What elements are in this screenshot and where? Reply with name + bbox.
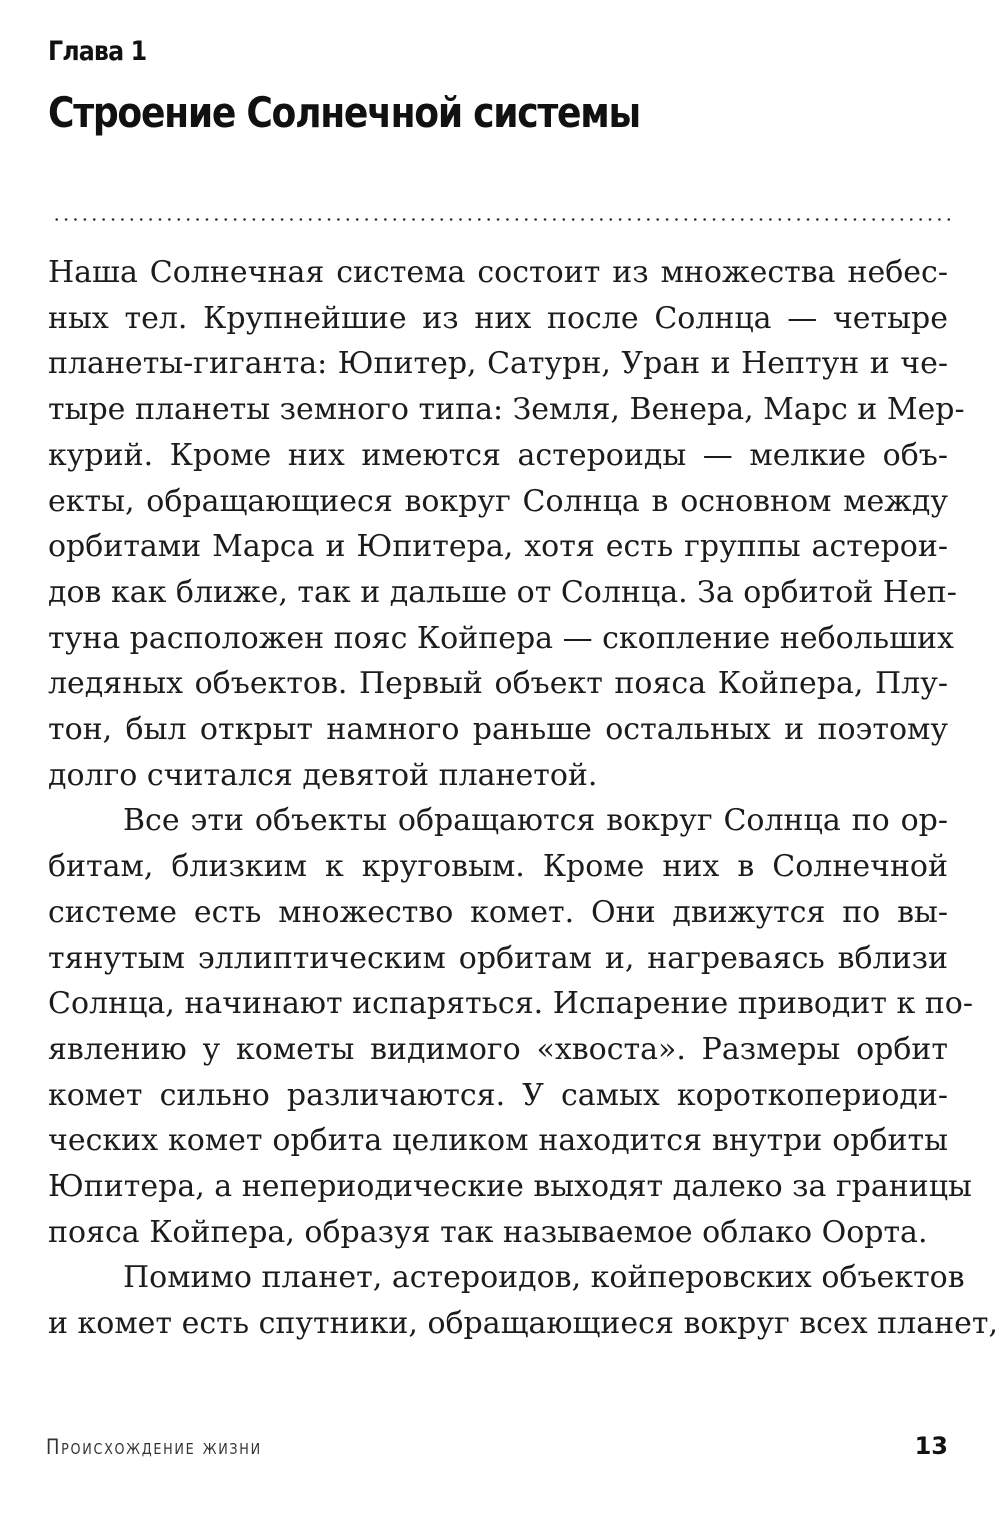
text-line: явлению у кометы видимого «хвоста». Размеры орбит bbox=[48, 1031, 948, 1067]
paragraph bbox=[48, 1255, 998, 1346]
text-line: Наша Солнечная система состоит из множества небес- bbox=[48, 255, 948, 290]
text-line: Все эти объекты обращаются вокруг Солнца по ор- bbox=[123, 803, 948, 839]
text-line: дов как ближе, так и дальше от Солнца. За орбитой Неп- bbox=[48, 574, 957, 610]
text-line: тянутым эллиптическим орбитам и, нагреваясь вблизи bbox=[48, 940, 948, 976]
text-line: долго считался девятой планетой. bbox=[48, 757, 598, 793]
text-line: Юпитера, а непериодические выходят далеко за границы bbox=[48, 1169, 972, 1205]
text-line: пояса Койпера, образуя так называемое облако Оорта. bbox=[48, 1214, 928, 1250]
chapter-label: Глава 1 bbox=[48, 36, 147, 67]
text-line: системе есть множество комет. Они движутся по вы- bbox=[48, 894, 948, 930]
text-line: тон, был открыт намного раньше остальных и поэтому bbox=[48, 712, 948, 748]
text-line: комет сильно различаются. У самых короткопериоди- bbox=[48, 1077, 948, 1113]
text-line: ческих комет орбита целиком находится внутри орбиты bbox=[48, 1123, 948, 1159]
text-line: и комет есть спутники, обращающиеся вокруг всех планет, bbox=[48, 1306, 998, 1342]
text-line: курий. Кроме них имеются астероиды — мелкие объ- bbox=[48, 437, 948, 473]
text-line: Помимо планет, астероидов, койперовских объектов bbox=[123, 1260, 965, 1296]
body-text bbox=[48, 250, 998, 1347]
chapter-title: Строение Солнечной системы bbox=[48, 88, 640, 137]
text-line: битам, близким к круговым. Кроме них в Солнечной bbox=[48, 849, 948, 885]
text-line: тыре планеты земного типа: Земля, Венера, Марс и Мер- bbox=[48, 392, 965, 428]
text-line: екты, обращающиеся вокруг Солнца в основном между bbox=[48, 483, 948, 519]
paragraph bbox=[48, 798, 974, 1255]
paragraph bbox=[48, 250, 965, 798]
running-footer-title: Происхождение жизни bbox=[46, 1435, 262, 1459]
text-line: орбитами Марса и Юпитера, хотя есть группы астерои- bbox=[48, 529, 948, 565]
page-number: 13 bbox=[914, 1432, 948, 1460]
text-line: ледяных объектов. Первый объект пояса Койпера, Плу- bbox=[48, 666, 948, 702]
dotted-divider bbox=[52, 218, 950, 221]
text-line: Солнца, начинают испаряться. Испарение приводит к по- bbox=[48, 986, 974, 1022]
text-line: планеты-гиганта: Юпитер, Сатурн, Уран и Нептун и че- bbox=[48, 346, 948, 382]
text-line: ных тел. Крупнейшие из них после Солнца — четыре bbox=[48, 300, 948, 336]
text-line: туна расположен пояс Койпера — скопление небольших bbox=[48, 620, 954, 656]
